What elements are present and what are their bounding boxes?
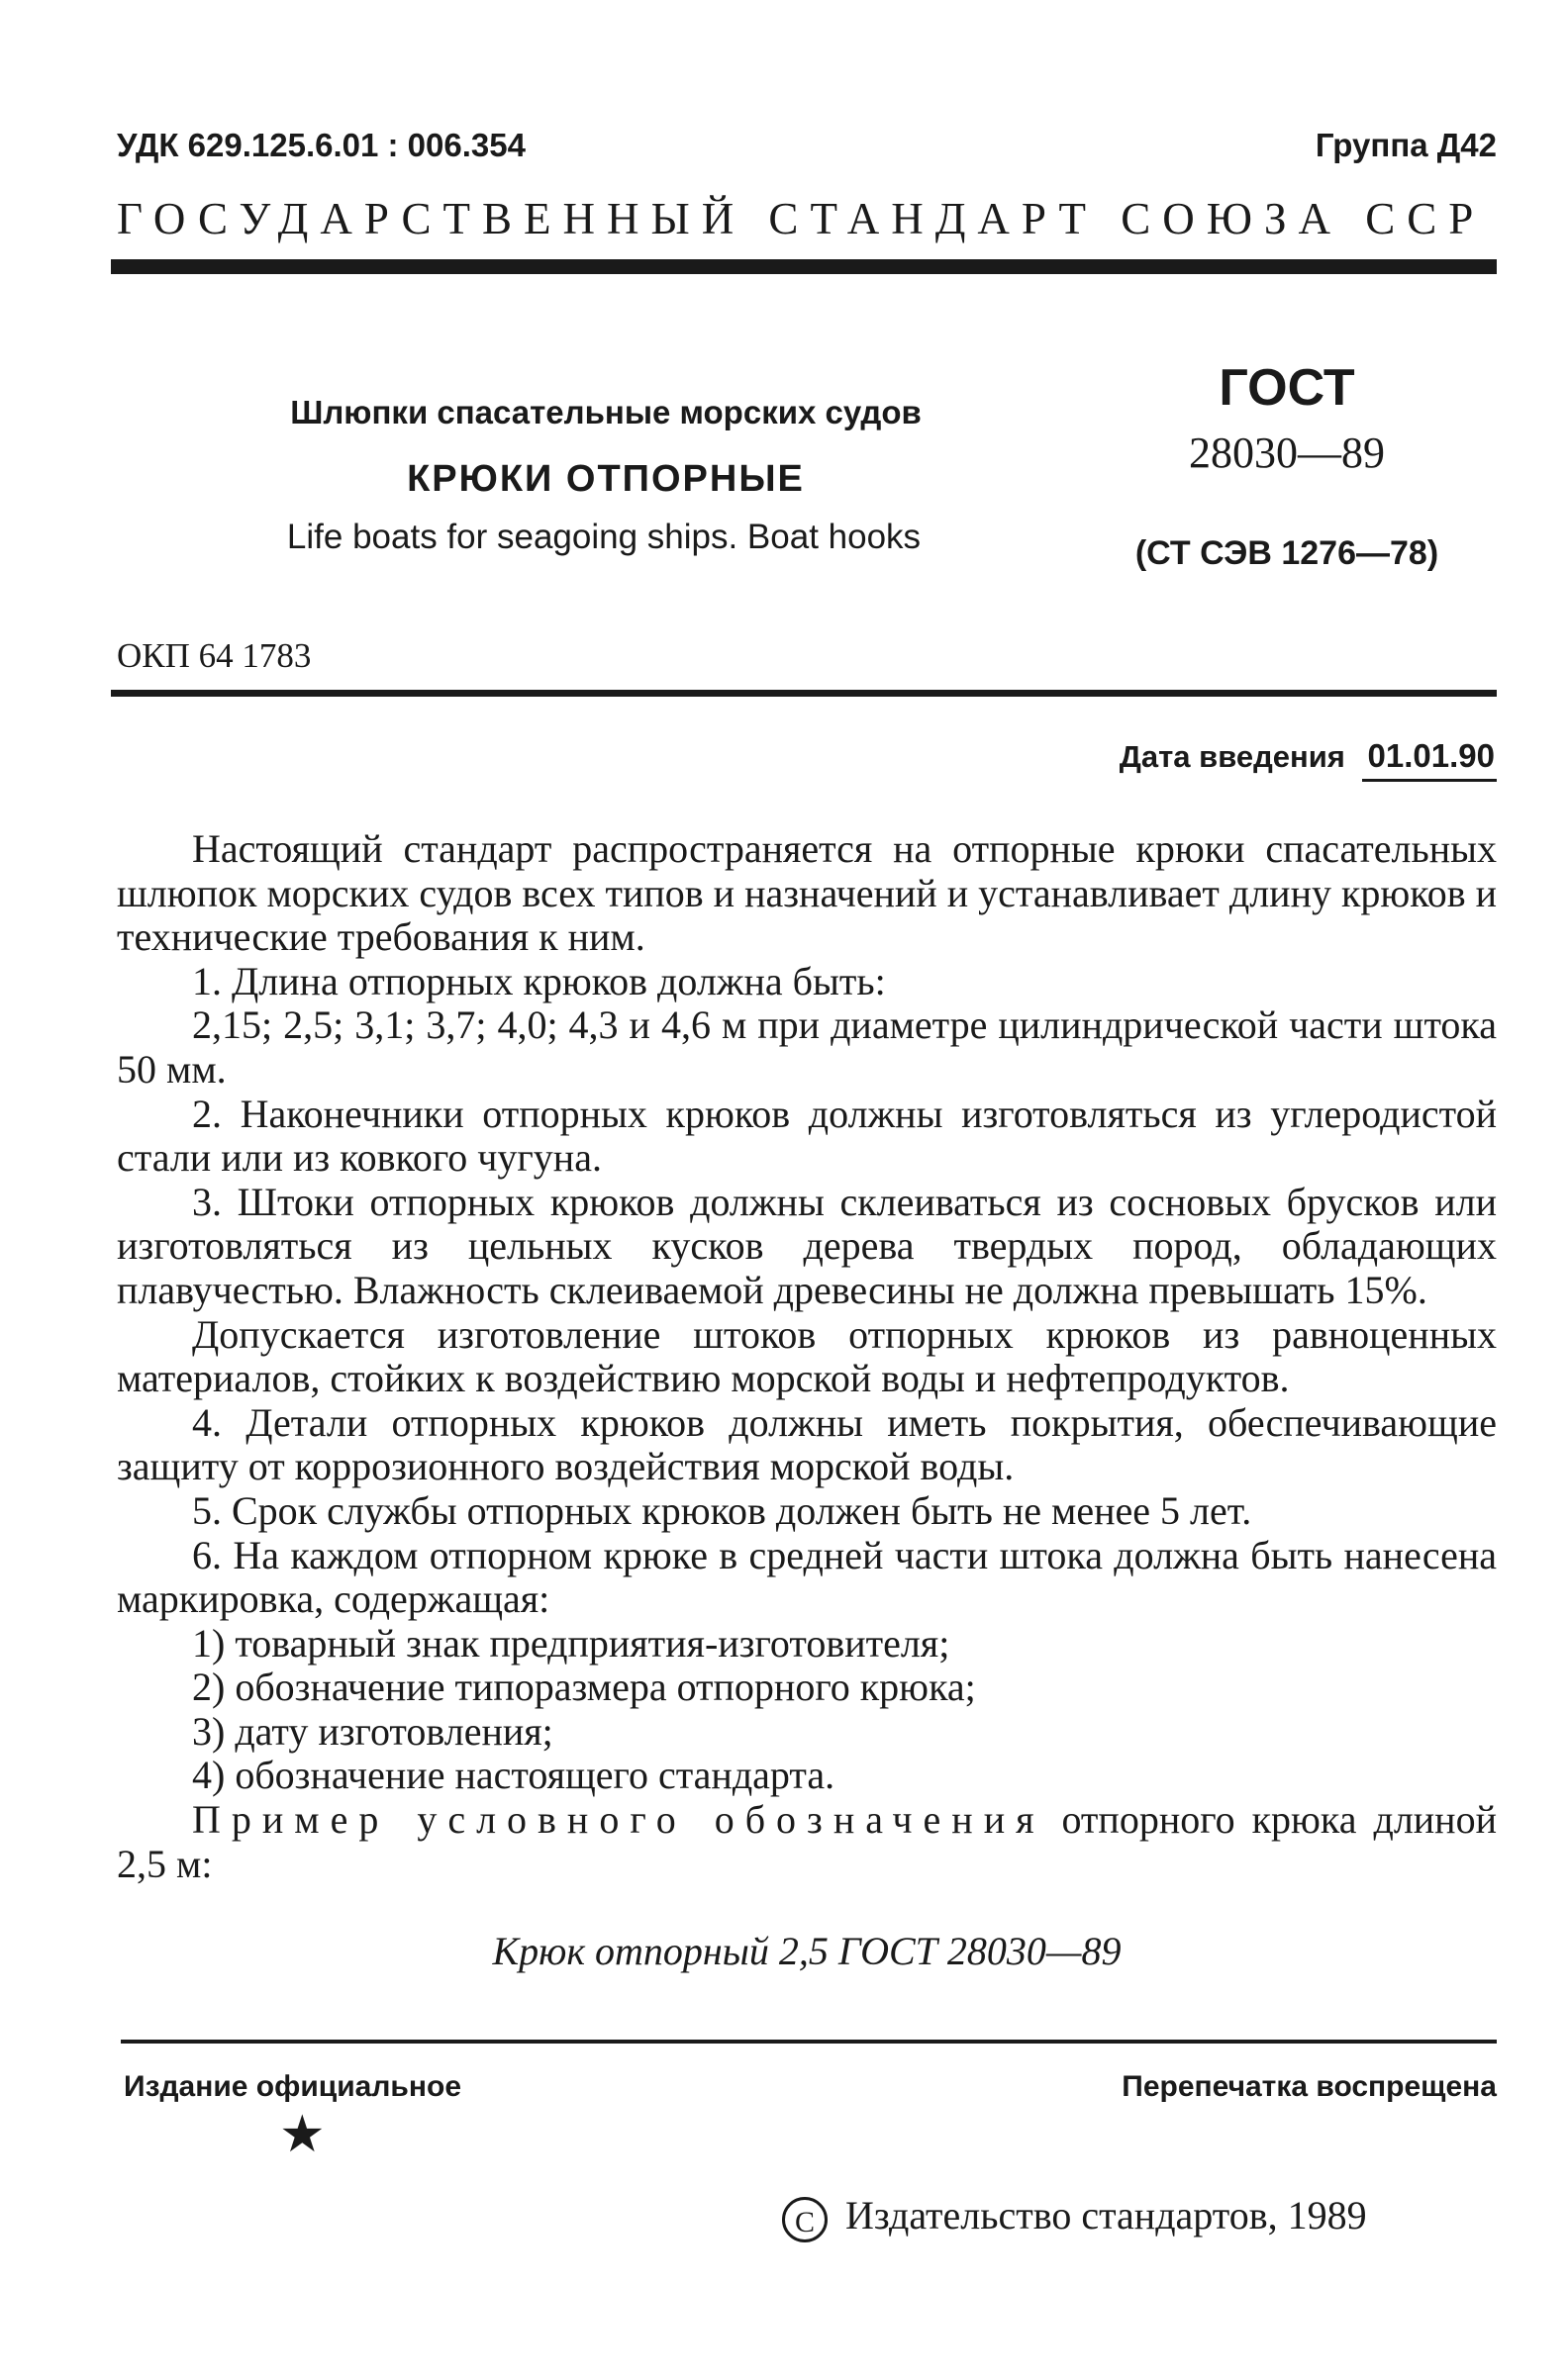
group-code: Группа Д42	[1315, 127, 1497, 163]
intro-paragraph: Настоящий стандарт распространяется на отпорные крюки спасательных шлюпок морских судов всех типов и назначений и устанавливает длину крюков и технические требования к ним.	[117, 826, 1497, 960]
clause-6: 6. На каждом отпорном крюке в средней части штока должна быть нанесена маркировка, содержащая:	[117, 1532, 1497, 1622]
marking-item: 4) обозначение настоящего стандарта.	[192, 1753, 835, 1798]
english-title: Life boats for seagoing ships. Boat hooks	[286, 518, 922, 556]
copyright-icon: C	[782, 2197, 828, 2242]
okp-code: ОКП 64 1783	[117, 636, 312, 675]
top-divider	[111, 259, 1497, 274]
clause-4: 4. Детали отпорных крюков должны иметь покрытия, обеспечивающие защиту от коррозионного воздействия морской воды.	[117, 1399, 1497, 1489]
gost-label: ГОСТ	[1219, 359, 1355, 417]
official-edition-label: Издание официальное	[124, 2070, 462, 2103]
middle-divider	[111, 690, 1497, 697]
state-standard-heading: ГОСУДАРСТВЕННЫЙ СТАНДАРТ СОЮЗА ССР	[117, 194, 1486, 243]
document-title: КРЮКИ ОТПОРНЫЕ	[407, 458, 805, 500]
designation-example: Крюк отпорный 2,5 ГОСТ 28030—89	[492, 1929, 1122, 1973]
introduction-date-label: Дата введения	[1119, 739, 1345, 774]
star-icon: ★	[279, 2107, 326, 2163]
st-sev-reference: (СТ СЭВ 1276—78)	[1134, 534, 1439, 572]
clause-2: 2. Наконечники отпорных крюков должны изготовляться из углеродистой стали или из ковкого чугуна.	[117, 1091, 1497, 1181]
document-body	[117, 827, 1497, 1886]
clause-1-detail: 2,15; 2,5; 3,1; 3,7; 4,0; 4,3 и 4,6 м при диаметре цилиндрической части штока 50 мм.	[117, 1002, 1497, 1092]
gost-number: 28030—89	[1189, 428, 1385, 477]
marking-item: 2) обозначение типоразмера отпорного крюка;	[192, 1665, 976, 1710]
document-subtitle: Шлюпки спасательные морских судов	[290, 394, 922, 430]
marking-item: 1) товарный знак предприятия-изготовителя;	[192, 1620, 950, 1666]
clause-5: 5. Срок службы отпорных крюков должен быть не менее 5 лет.	[192, 1487, 1252, 1533]
example-label: Пример условного обозначения	[192, 1797, 1045, 1843]
udk-code: УДК 629.125.6.01 : 006.354	[117, 127, 526, 163]
clause-1: 1. Длина отпорных крюков должна быть:	[192, 958, 886, 1003]
marking-item: 3) дату изготовления;	[192, 1708, 553, 1754]
introduction-date-value: 01.01.90	[1362, 737, 1497, 782]
introduction-date	[1120, 737, 1497, 782]
clause-3: 3. Штоки отпорных крюков должны склеиваться из сосновых брусков или изготовляться из цельных кусков дерева твердых пород, обладающих плавучестью. Влажность склеиваемой древесины не должна превышать 15%.	[117, 1179, 1497, 1312]
example-paragraph	[117, 1798, 1497, 1886]
clause-3-extra: Допускается изготовление штоков отпорных крюков из равноценных материалов, стойких к воздействию морской воды и нефтепродуктов.	[117, 1311, 1497, 1401]
copyright-text: Издательство стандартов, 1989	[845, 2193, 1367, 2237]
reprint-prohibited-label: Перепечатка воспрещена	[1122, 2070, 1497, 2103]
bottom-divider	[121, 2040, 1497, 2044]
example-rest: отпорного крюка длиной 2,5 м:	[117, 1797, 1497, 1886]
copyright-line	[782, 2192, 1367, 2242]
